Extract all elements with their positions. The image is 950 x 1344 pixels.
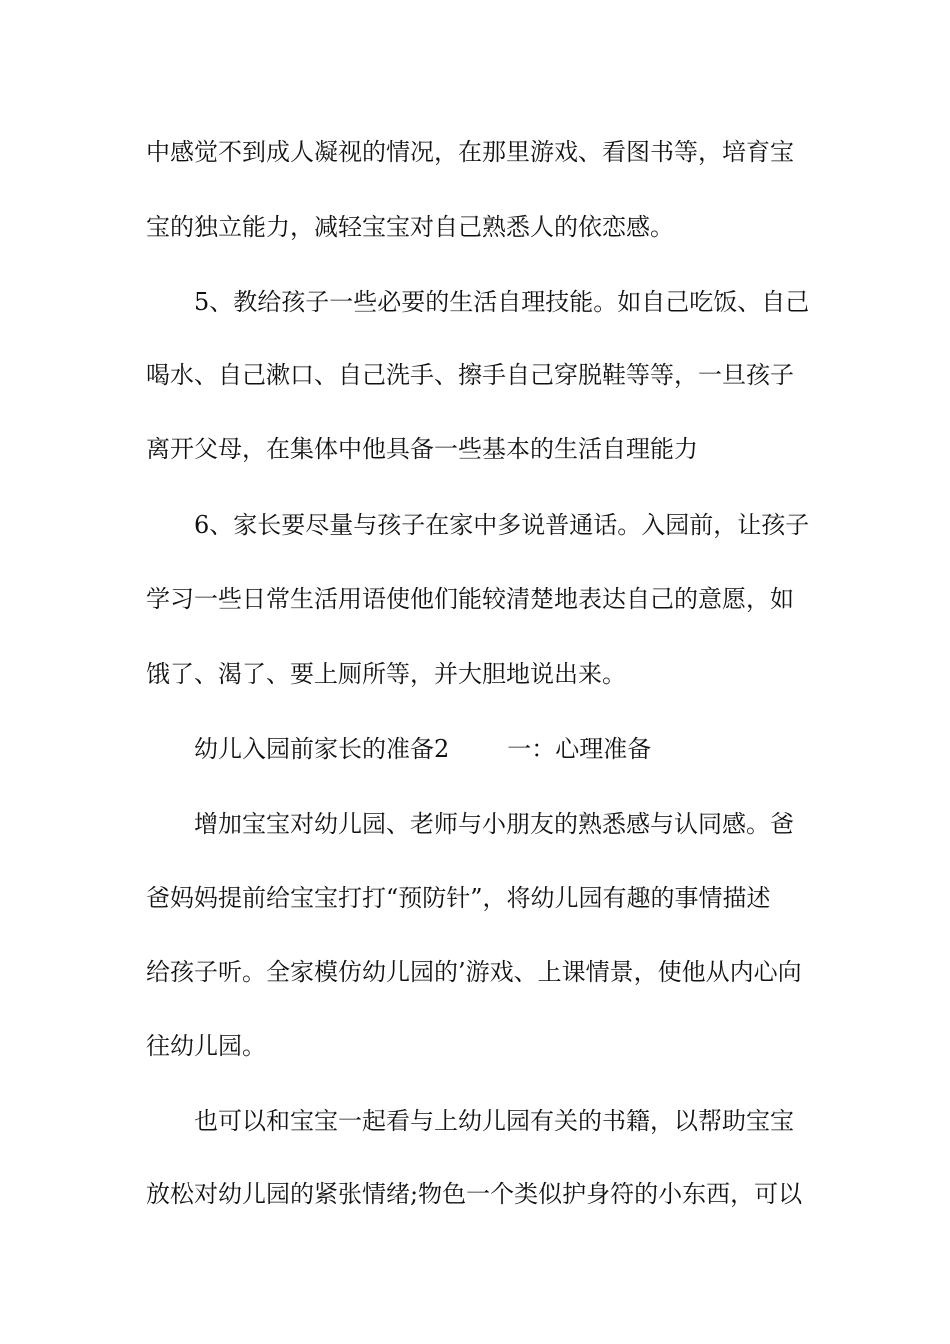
section-title: 幼儿入园前家长的准备2 — [194, 735, 450, 763]
paragraph-line: 饿了、渴了、要上厕所等，并大胆地说出来。 — [146, 660, 626, 688]
paragraph-line: 爸妈妈提前给宝宝打打“预防针”，将幼儿园有趣的事情描述 — [146, 884, 771, 912]
paragraph-line: 喝水、自己漱口、自己洗手、擦手自己穿脱鞋等等，一旦孩子 — [146, 361, 794, 389]
paragraph-line: 5、教给孩子一些必要的生活自理技能。如自己吃饭、自己 — [194, 288, 810, 316]
paragraph-line: 中感觉不到成人凝视的情况，在那里游戏、看图书等，培育宝 — [146, 138, 794, 166]
paragraph-line: 宝的独立能力，减轻宝宝对自己熟悉人的依恋感。 — [146, 213, 674, 241]
paragraph-line: 6、家长要尽量与孩子在家中多说普通话。入园前，让孩子 — [194, 511, 810, 539]
paragraph-line: 学习一些日常生活用语使他们能较清楚地表达自己的意愿，如 — [146, 585, 794, 613]
section-subtitle: 一：心理准备 — [507, 735, 652, 763]
section-heading — [194, 729, 816, 769]
paragraph-line: 离开父母，在集体中他具备一些基本的生活自理能力 — [146, 435, 698, 463]
paragraph-line: 放松对幼儿园的紧张情绪;物色一个类似护身符的小东西，可以 — [146, 1180, 803, 1208]
paragraph-line: 增加宝宝对幼儿园、老师与小朋友的熟悉感与认同感。爸 — [194, 810, 794, 838]
paragraph-line: 给孩子听。全家模仿幼儿园的’游戏、上课情景，使他从内心向 — [146, 958, 802, 986]
paragraph-line: 往幼儿园。 — [146, 1032, 266, 1060]
paragraph-line: 也可以和宝宝一起看与上幼儿园有关的书籍，以帮助宝宝 — [194, 1107, 794, 1135]
